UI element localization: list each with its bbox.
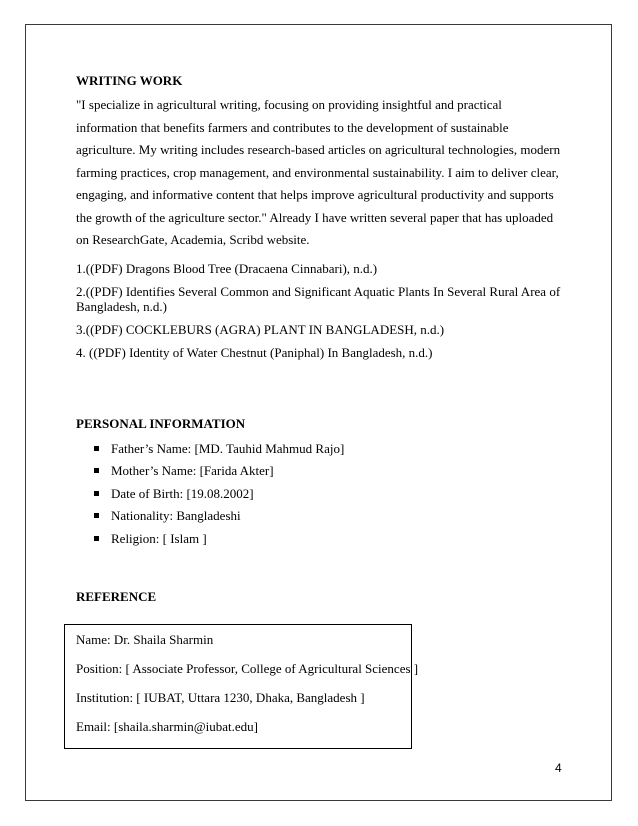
publication-item: 1.((PDF) Dragons Blood Tree (Dracaena Cinnabari), n.d.) — [76, 260, 378, 276]
reference-institution: Institution: [ IUBAT, Uttara 1230, Dhaka, Bangladesh ] — [76, 690, 365, 705]
square-bullet-icon — [94, 468, 99, 473]
fathers-name: Father’s Name: [MD. Tauhid Mahmud Rajo] — [111, 440, 345, 456]
publication-item: 3.((PDF) COCKLEBURS (AGRA) PLANT IN BANGLADESH, n.d.) — [76, 322, 445, 337]
reference-heading: REFERENCE — [76, 589, 157, 604]
page-number: 4 — [555, 761, 562, 775]
religion: Religion: [ Islam ] — [111, 530, 207, 546]
list-item — [94, 528, 564, 551]
publication-list — [76, 261, 564, 361]
mothers-name: Mother’s Name: [Farida Akter] — [111, 463, 274, 478]
date-of-birth: Date of Birth: [19.08.2002] — [111, 485, 254, 501]
list-item — [94, 483, 564, 506]
reference-email: Email: [shaila.sharmin@iubat.edu] — [76, 719, 259, 734]
publication-item: 4. ((PDF) Identity of Water Chestnut (Paniphal) In Bangladesh, n.d.) — [76, 345, 433, 360]
square-bullet-icon — [94, 446, 99, 451]
square-bullet-icon — [94, 513, 99, 518]
nationality: Nationality: Bangladeshi — [111, 508, 241, 523]
reference-section — [76, 588, 564, 605]
list-item — [94, 505, 564, 528]
square-bullet-icon — [94, 536, 99, 541]
publication-item: 2.((PDF) Identifies Several Common and Significant Aquatic Plants In Several Rural Area of Bangladesh, n.d.) — [76, 283, 561, 314]
personal-information-heading: PERSONAL INFORMATION — [76, 415, 246, 431]
reference-name: Name: Dr. Shaila Sharmin — [76, 632, 214, 647]
reference-position: Position: [ Associate Professor, College of Agricultural Sciences ] — [76, 661, 419, 676]
list-item — [94, 438, 564, 461]
writing-work-paragraph: "I specialize in agricultural writing, focusing on providing insightful and practical information that benefits farmers and contributes to the development of sustainable agriculture. My writing includes research-based articles on agricultural technologies, modern farming practices, crop management, and environmental sustainability. I aim to deliver clear, engaging, and informative content that helps improve agricultural productivity and supports the growth of the agriculture sector." Already I have written several paper that has uploaded on ResearchGate, Academia, Scribd website. — [76, 97, 561, 247]
page-content — [76, 72, 564, 605]
writing-work-heading: WRITING WORK — [76, 73, 183, 88]
reference-box — [64, 624, 419, 749]
list-item — [94, 460, 564, 483]
personal-information-section — [76, 415, 564, 551]
square-bullet-icon — [94, 491, 99, 496]
personal-information-list — [76, 438, 564, 551]
